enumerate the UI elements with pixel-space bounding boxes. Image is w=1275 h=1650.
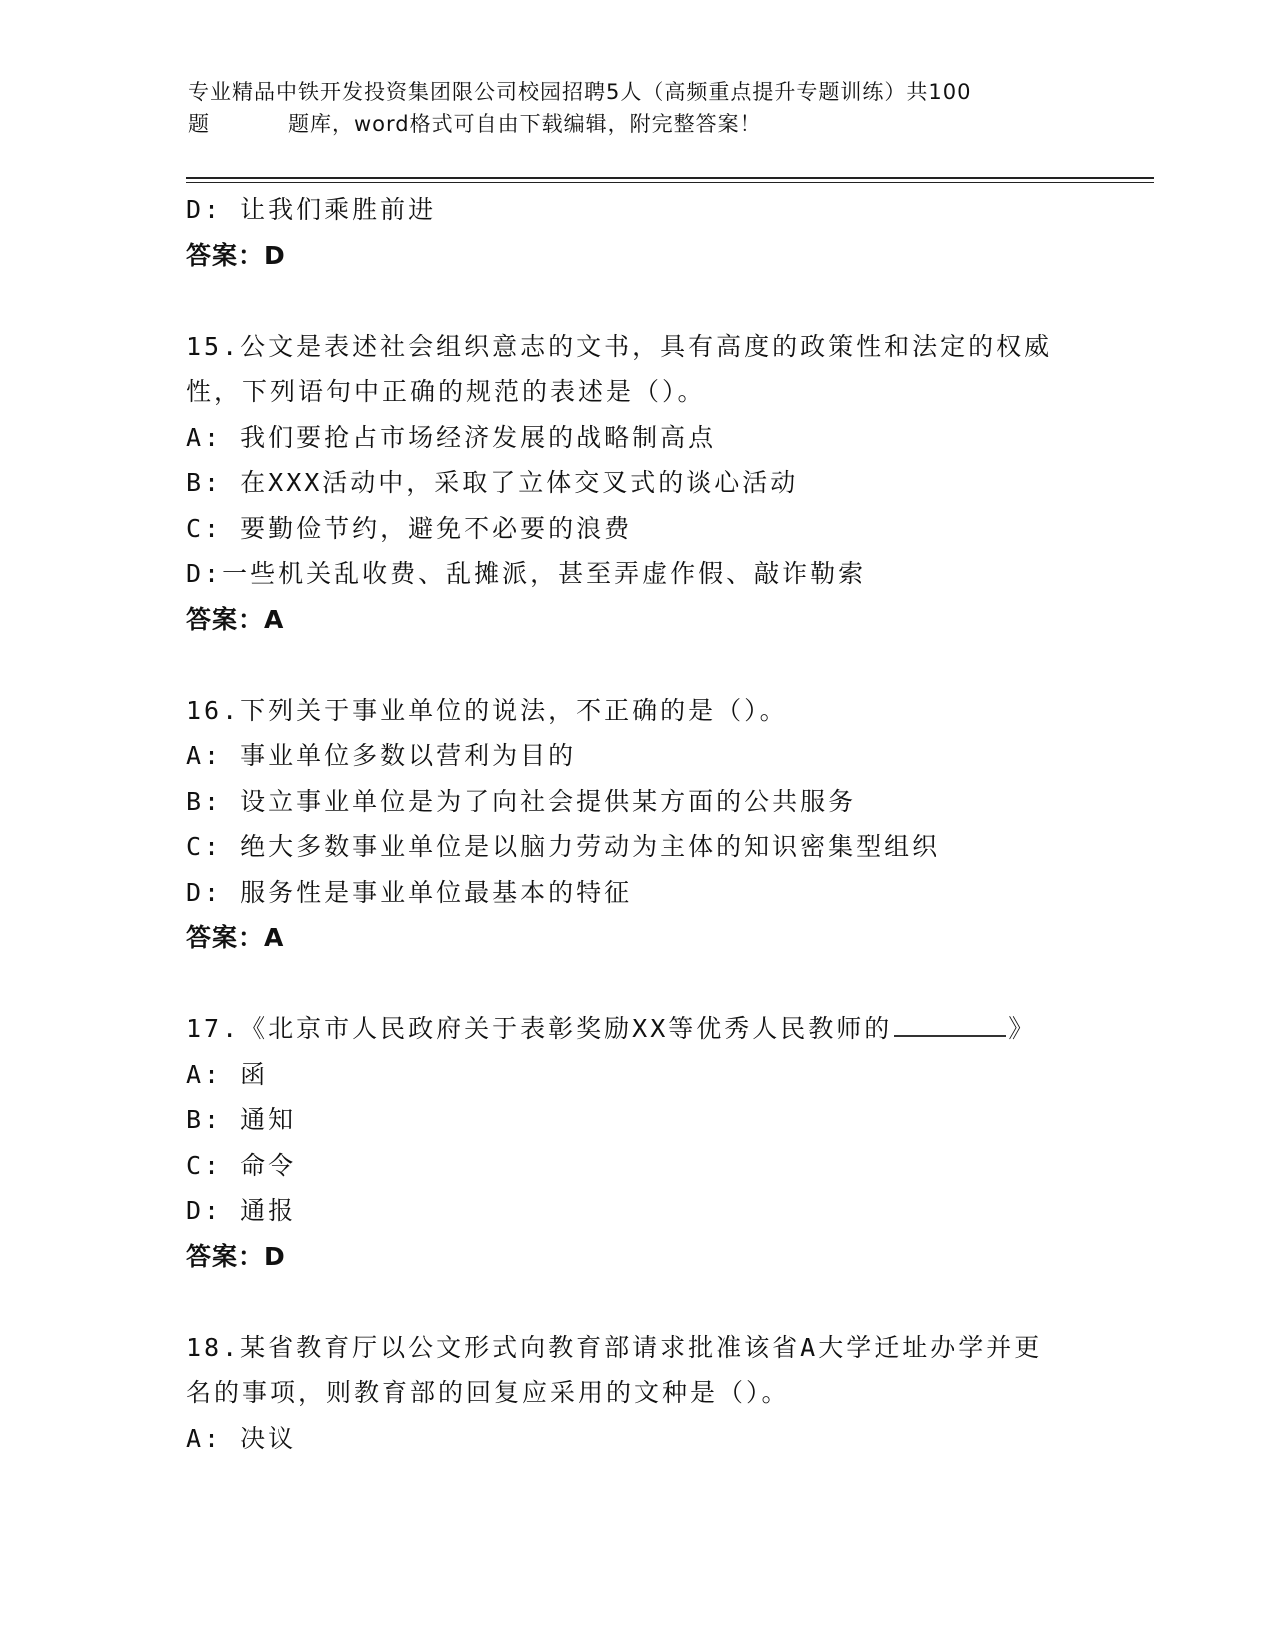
q18-text-line-1: 18.某省教育厅以公文形式向教育部请求批准该省A大学迁址办学并更 <box>186 1332 1043 1362</box>
q16-option-c: C: 绝大多数事业单位是以脑力劳动为主体的知识密集型组织 <box>186 832 941 861</box>
prev-option-d: D: 让我们乘胜前进 <box>186 195 437 224</box>
q15-option-d: D:一些机关乱收费、乱摊派，甚至弄虚作假、敲诈勒索 <box>186 559 867 588</box>
header-rule-thick <box>186 177 1154 179</box>
q15-text-line-2: 性，下列语句中正确的规范的表述是（）。 <box>186 377 706 406</box>
header-rule-thin <box>186 182 1154 183</box>
q15-option-c: C: 要勤俭节约，避免不必要的浪费 <box>186 513 633 543</box>
header-line-2-rest: 题库，word格式可自由下载编辑，附完整答案！ <box>288 112 762 136</box>
prev-answer: 答案：D <box>186 240 286 270</box>
question-list <box>186 187 1146 1461</box>
q16-option-b: B: 设立事业单位是为了向社会提供某方面的公共服务 <box>186 786 857 816</box>
q18-text-line-2: 名的事项，则教育部的回复应采用的文种是（）。 <box>186 1378 790 1407</box>
header-line-1: 专业精品中铁开发投资集团限公司校园招聘5人（高频重点提升专题训练）共100 <box>188 80 972 104</box>
q17-answer: 答案：D <box>186 1241 286 1271</box>
page-header <box>188 76 1088 140</box>
q16-text-line-1: 16.下列关于事业单位的说法，不正确的是（）。 <box>186 695 788 725</box>
q16-option-a: A: 事业单位多数以营利为目的 <box>186 741 577 770</box>
fill-in-blank <box>894 1013 1006 1037</box>
q15-answer: 答案：A <box>186 604 285 634</box>
q16-answer: 答案：A <box>186 923 285 952</box>
q17-text-line-1 <box>186 1006 1146 1052</box>
q17-text-end: 》 <box>1008 1014 1037 1043</box>
q17-option-d: D: 通报 <box>186 1196 297 1225</box>
q17-text-start: 17.《北京市人民政府关于表彰奖励XX等优秀人民教师的 <box>186 1014 893 1043</box>
q17-option-b: B: 通知 <box>186 1105 297 1134</box>
q15-option-b: B: 在XXX活动中，采取了立体交叉式的谈心活动 <box>186 468 799 497</box>
q15-text-line-1: 15.公文是表述社会组织意志的文书，具有高度的政策性和法定的权威 <box>186 331 1053 361</box>
header-line-2-start: 题 <box>188 112 210 136</box>
q15-option-a: A: 我们要抢占市场经济发展的战略制高点 <box>186 422 717 452</box>
q16-option-d: D: 服务性是事业单位最基本的特征 <box>186 877 633 907</box>
q17-option-c: C: 命令 <box>186 1150 297 1180</box>
header-line-2 <box>188 108 1088 140</box>
q17-option-a: A: 函 <box>186 1059 269 1089</box>
q18-option-a: A: 决议 <box>186 1423 297 1453</box>
